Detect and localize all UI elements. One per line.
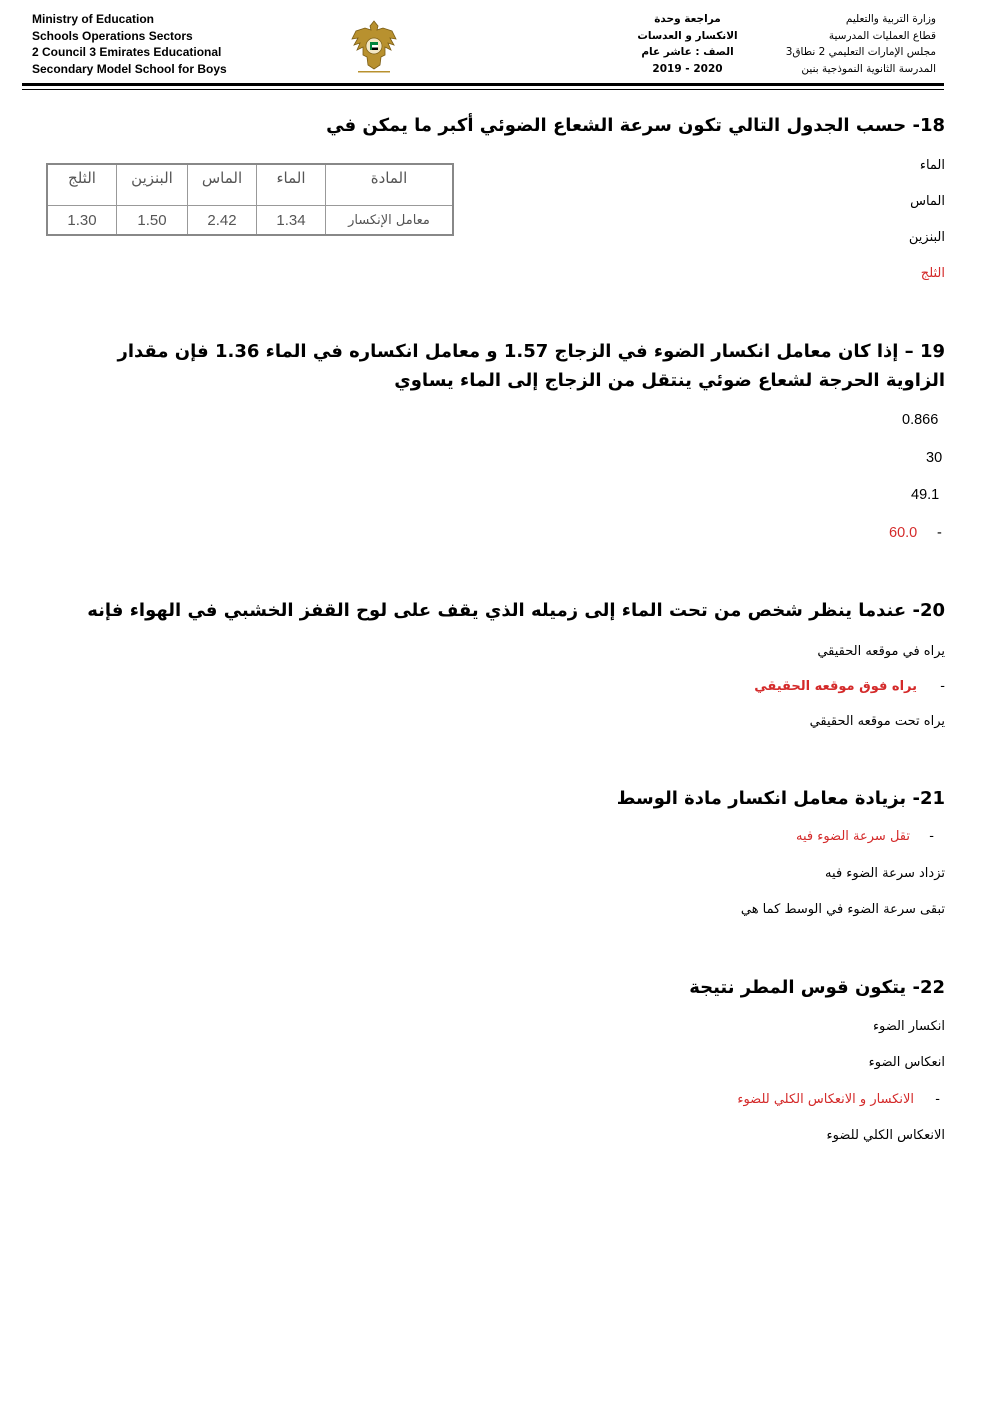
q21-option-2[interactable]: تزداد سرعة الضوء فيه [825, 866, 945, 881]
q22-option-4[interactable]: الانعكاس الكلي للضوء [826, 1128, 945, 1143]
header-center-line: مراجعة وحدة [654, 13, 721, 25]
question-19-text: 19 – إذا كان معامل انكسار الضوء في الزجاج 1.57 و معامل انكساره في الماء 1.36 فإن مقدار الزاوية الحرجة لشعاع ضوئي ينتقل من الزجاج إلى الماء يساوي [117, 341, 945, 391]
q22-option-1[interactable]: انكسار الضوء [872, 1019, 945, 1034]
header-arabic-block [786, 11, 936, 77]
table-row-label: معامل الإنكسار [326, 206, 454, 236]
q19-option-3[interactable]: 49.1 [911, 487, 940, 503]
q22-option-3-answer[interactable]: الانكسار و الانعكاس الكلي للضوء [737, 1092, 914, 1107]
q18-option-diamond[interactable]: الماس [910, 194, 945, 209]
header-english-block [32, 11, 227, 77]
table-header-gasoline: البنزين [117, 164, 188, 206]
table-header-material: المادة [326, 164, 454, 206]
q18-option-gasoline[interactable]: البنزين [908, 230, 945, 245]
q19-answer-dash: - [937, 525, 942, 541]
q20-option-1[interactable]: يراه في موقعه الحقيقي [817, 644, 945, 659]
table-header-ice: الثلج [47, 164, 117, 206]
header-english-line: Secondary Model School for Boys [32, 61, 227, 76]
q21-option-3[interactable]: تبقى سرعة الضوء في الوسط كما هي [740, 902, 945, 917]
header-rule-thin [22, 89, 944, 90]
table-value-ice: 1.30 [47, 206, 117, 236]
q18-option-water[interactable]: الماء [919, 158, 945, 173]
table-value-diamond: 2.42 [188, 206, 257, 236]
header-rule-thick [22, 83, 944, 86]
q22-answer-dash: - [935, 1092, 940, 1107]
table-value-gasoline: 1.50 [117, 206, 188, 236]
table-header-diamond: الماس [188, 164, 257, 206]
question-21-text: 21- بزيادة معامل انكسار مادة الوسط [616, 788, 945, 809]
q20-option-3[interactable]: يراه تحت موقعه الحقيقي [809, 714, 945, 729]
q19-option-4-answer[interactable]: 60.0 [889, 525, 918, 541]
header-english-line: 2 Council 3 Emirates Educational [32, 45, 222, 59]
header-arabic-line: مجلس الإمارات التعليمي 2 نطاق3 [785, 46, 936, 58]
refraction-index-table [46, 163, 454, 236]
header-arabic-line: المدرسة الثانوية النموذجية بنين [801, 62, 936, 75]
q20-option-2-answer[interactable]: يراه فوق موقعه الحقيقي [754, 679, 917, 694]
question-18-text: 18- حسب الجدول التالي تكون سرعة الشعاع الضوئي أكبر ما يمكن في [326, 115, 945, 136]
header-center-block [610, 11, 765, 77]
table-value-water: 1.34 [257, 206, 326, 236]
question-20-text: 20- عندما ينظر شخص من تحت الماء إلى زميله الذي يقف على لوح القفز الخشبي في الهواء فإنه [87, 600, 945, 621]
q19-option-1[interactable]: 0.866 [902, 412, 939, 428]
table-header-water: الماء [257, 164, 326, 206]
header-english-line: Schools Operations Sectors [32, 28, 193, 43]
q22-option-2[interactable]: انعكاس الضوء [868, 1055, 945, 1070]
q21-answer-dash: - [929, 829, 934, 844]
header-arabic-line: قطاع العمليات المدرسية [828, 29, 936, 42]
q18-option-ice-answer[interactable]: الثلج [920, 266, 945, 281]
header-center-line: 2020 - 2019 [652, 62, 723, 75]
q21-option-1-answer[interactable]: تقل سرعة الضوء فيه [795, 829, 910, 844]
header-center-line: الصف : عاشر عام [641, 46, 734, 58]
question-22-text: 22- يتكون قوس المطر نتيجة [689, 977, 945, 998]
header-english-line: Ministry of Education [32, 12, 155, 26]
uae-emblem-icon [350, 17, 398, 75]
q20-answer-dash: - [940, 679, 945, 694]
header-center-line: الانكسار و العدسات [637, 29, 738, 42]
q19-option-2[interactable]: 30 [926, 450, 943, 466]
header-arabic-line: وزارة التربية والتعليم [845, 13, 936, 25]
